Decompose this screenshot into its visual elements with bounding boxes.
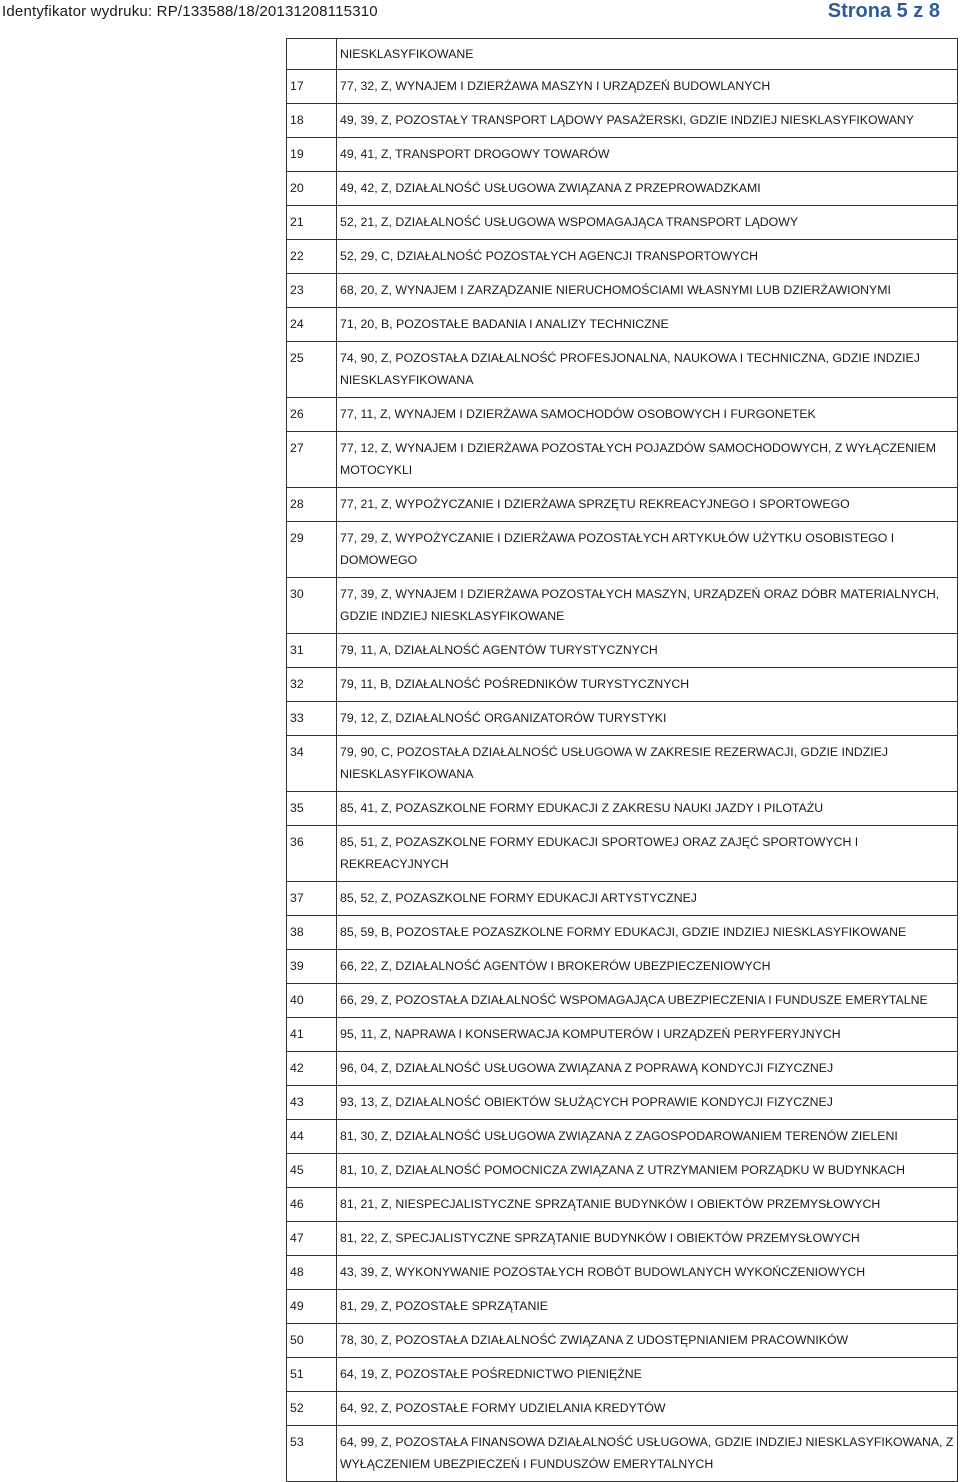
row-description: 66, 22, Z, DZIAŁALNOŚĆ AGENTÓW I BROKERÓW UBEZPIECZENIOWYCH [337,950,958,984]
table-row [287,1324,958,1358]
row-number: 33 [287,702,337,736]
table-row [287,1256,958,1290]
row-description: 77, 32, Z, WYNAJEM I DZIERŻAWA MASZYN I URZĄDZEŃ BUDOWLANYCH [337,70,958,104]
table-row [287,342,958,398]
row-description: 81, 22, Z, SPECJALISTYCZNE SPRZĄTANIE BUDYNKÓW I OBIEKTÓW PRZEMYSŁOWYCH [337,1222,958,1256]
table-row [287,1018,958,1052]
row-number: 50 [287,1324,337,1358]
table-row [287,882,958,916]
row-number: 30 [287,578,337,634]
row-description: 64, 19, Z, POZOSTAŁE POŚREDNICTWO PIENIĘŻNE [337,1358,958,1392]
table-row [287,792,958,826]
table-row [287,70,958,104]
row-description: NIESKLASYFIKOWANE [337,39,958,70]
table-row [287,1222,958,1256]
row-description: 96, 04, Z, DZIAŁALNOŚĆ USŁUGOWA ZWIĄZANA Z POPRAWĄ KONDYCJI FIZYCZNEJ [337,1052,958,1086]
row-description: 77, 21, Z, WYPOŻYCZANIE I DZIERŻAWA SPRZĘTU REKREACYJNEGO I SPORTOWEGO [337,488,958,522]
row-number: 32 [287,668,337,702]
table-row [287,522,958,578]
pkd-codes-body [287,39,958,1482]
row-description: 52, 29, C, DZIAŁALNOŚĆ POZOSTAŁYCH AGENCJI TRANSPORTOWYCH [337,240,958,274]
table-row [287,1188,958,1222]
row-description: 77, 12, Z, WYNAJEM I DZIERŻAWA POZOSTAŁYCH POJAZDÓW SAMOCHODOWYCH, Z WYŁĄCZENIEM MOTOCYKLI [337,432,958,488]
row-number: 51 [287,1358,337,1392]
row-description: 85, 52, Z, POZASZKOLNE FORMY EDUKACJI ARTYSTYCZNEJ [337,882,958,916]
table-row [287,1426,958,1482]
row-description: 64, 99, Z, POZOSTAŁA FINANSOWA DZIAŁALNOŚĆ USŁUGOWA, GDZIE INDZIEJ NIESKLASYFIKOWANA, Z WYŁĄCZENIEM UBEZPIECZEŃ I FUNDUSZÓW EMERYTALNYCH [337,1426,958,1482]
row-number: 29 [287,522,337,578]
row-description: 77, 11, Z, WYNAJEM I DZIERŻAWA SAMOCHODÓW OSOBOWYCH I FURGONETEK [337,398,958,432]
row-number: 34 [287,736,337,792]
table-row [287,984,958,1018]
row-number: 42 [287,1052,337,1086]
row-description: 77, 29, Z, WYPOŻYCZANIE I DZIERŻAWA POZOSTAŁYCH ARTYKUŁÓW UŻYTKU OSOBISTEGO I DOMOWEGO [337,522,958,578]
row-description: 66, 29, Z, POZOSTAŁA DZIAŁALNOŚĆ WSPOMAGAJĄCA UBEZPIECZENIA I FUNDUSZE EMERYTALNE [337,984,958,1018]
row-description: 52, 21, Z, DZIAŁALNOŚĆ USŁUGOWA WSPOMAGAJĄCA TRANSPORT LĄDOWY [337,206,958,240]
table-row [287,826,958,882]
table-row [287,1290,958,1324]
row-number: 38 [287,916,337,950]
table-row [287,736,958,792]
row-description: 85, 59, B, POZOSTAŁE POZASZKOLNE FORMY EDUKACJI, GDZIE INDZIEJ NIESKLASYFIKOWANE [337,916,958,950]
continuation-row [287,39,958,70]
page-number: Strona 5 z 8 [827,0,940,22]
row-number: 31 [287,634,337,668]
table-row [287,104,958,138]
table-row [287,1358,958,1392]
table-row [287,668,958,702]
row-number: 47 [287,1222,337,1256]
row-number: 26 [287,398,337,432]
row-description: 85, 41, Z, POZASZKOLNE FORMY EDUKACJI Z ZAKRESU NAUKI JAZDY I PILOTAŻU [337,792,958,826]
row-number [287,39,337,70]
table-row [287,702,958,736]
row-description: 85, 51, Z, POZASZKOLNE FORMY EDUKACJI SPORTOWEJ ORAZ ZAJĘĆ SPORTOWYCH I REKREACYJNYCH [337,826,958,882]
row-description: 77, 39, Z, WYNAJEM I DZIERŻAWA POZOSTAŁYCH MASZYN, URZĄDZEŃ ORAZ DÓBR MATERIALNYCH, GDZIE INDZIEJ NIESKLASYFIKOWANE [337,578,958,634]
table-row [287,240,958,274]
row-number: 18 [287,104,337,138]
row-number: 46 [287,1188,337,1222]
row-description: 49, 41, Z, TRANSPORT DROGOWY TOWARÓW [337,138,958,172]
row-number: 36 [287,826,337,882]
row-number: 19 [287,138,337,172]
table-row [287,916,958,950]
row-number: 24 [287,308,337,342]
row-description: 49, 42, Z, DZIAŁALNOŚĆ USŁUGOWA ZWIĄZANA Z PRZEPROWADZKAMI [337,172,958,206]
row-number: 27 [287,432,337,488]
row-number: 45 [287,1154,337,1188]
row-description: 81, 30, Z, DZIAŁALNOŚĆ USŁUGOWA ZWIĄZANA Z ZAGOSPODAROWANIEM TERENÓW ZIELENI [337,1120,958,1154]
table-row [287,1154,958,1188]
row-description: 78, 30, Z, POZOSTAŁA DZIAŁALNOŚĆ ZWIĄZANA Z UDOSTĘPNIANIEM PRACOWNIKÓW [337,1324,958,1358]
row-number: 49 [287,1290,337,1324]
table-row [287,206,958,240]
table-row [287,578,958,634]
row-description: 79, 90, C, POZOSTAŁA DZIAŁALNOŚĆ USŁUGOWA W ZAKRESIE REZERWACJI, GDZIE INDZIEJ NIESKLASYFIKOWANA [337,736,958,792]
row-number: 21 [287,206,337,240]
row-description: 81, 21, Z, NIESPECJALISTYCZNE SPRZĄTANIE BUDYNKÓW I OBIEKTÓW PRZEMYSŁOWYCH [337,1188,958,1222]
row-number: 35 [287,792,337,826]
table-row [287,1120,958,1154]
row-description: 95, 11, Z, NAPRAWA I KONSERWACJA KOMPUTERÓW I URZĄDZEŃ PERYFERYJNYCH [337,1018,958,1052]
row-description: 64, 92, Z, POZOSTAŁE FORMY UDZIELANIA KREDYTÓW [337,1392,958,1426]
row-number: 25 [287,342,337,398]
table-row [287,308,958,342]
row-description: 71, 20, B, POZOSTAŁE BADANIA I ANALIZY TECHNICZNE [337,308,958,342]
row-number: 43 [287,1086,337,1120]
row-number: 52 [287,1392,337,1426]
table-row [287,634,958,668]
page-header [0,0,960,26]
pkd-codes-table [286,38,958,1482]
row-number: 20 [287,172,337,206]
table-row [287,1086,958,1120]
table-row [287,488,958,522]
row-description: 81, 10, Z, DZIAŁALNOŚĆ POMOCNICZA ZWIĄZANA Z UTRZYMANIEM PORZĄDKU W BUDYNKACH [337,1154,958,1188]
row-description: 43, 39, Z, WYKONYWANIE POZOSTAŁYCH ROBÓT BUDOWLANYCH WYKOŃCZENIOWYCH [337,1256,958,1290]
row-description: 68, 20, Z, WYNAJEM I ZARZĄDZANIE NIERUCHOMOŚCIAMI WŁASNYMI LUB DZIERŻAWIONYMI [337,274,958,308]
row-description: 49, 39, Z, POZOSTAŁY TRANSPORT LĄDOWY PASAŻERSKI, GDZIE INDZIEJ NIESKLASYFIKOWANY [337,104,958,138]
row-number: 28 [287,488,337,522]
table-row [287,274,958,308]
table-row [287,398,958,432]
row-description: 81, 29, Z, POZOSTAŁE SPRZĄTANIE [337,1290,958,1324]
row-description: 74, 90, Z, POZOSTAŁA DZIAŁALNOŚĆ PROFESJONALNA, NAUKOWA I TECHNICZNA, GDZIE INDZIEJ NIESKLASYFIKOWANA [337,342,958,398]
row-number: 23 [287,274,337,308]
row-number: 17 [287,70,337,104]
row-description: 79, 12, Z, DZIAŁALNOŚĆ ORGANIZATORÓW TURYSTYKI [337,702,958,736]
row-number: 44 [287,1120,337,1154]
row-description: 79, 11, B, DZIAŁALNOŚĆ POŚREDNIKÓW TURYSTYCZNYCH [337,668,958,702]
row-number: 40 [287,984,337,1018]
row-number: 41 [287,1018,337,1052]
table-row [287,1392,958,1426]
table-row [287,950,958,984]
print-identifier: Identyfikator wydruku: RP/133588/18/20131208115310 [2,3,378,20]
row-number: 22 [287,240,337,274]
table-row [287,1052,958,1086]
row-description: 93, 13, Z, DZIAŁALNOŚĆ OBIEKTÓW SŁUŻĄCYCH POPRAWIE KONDYCJI FIZYCZNEJ [337,1086,958,1120]
table-row [287,172,958,206]
row-description: 79, 11, A, DZIAŁALNOŚĆ AGENTÓW TURYSTYCZNYCH [337,634,958,668]
row-number: 37 [287,882,337,916]
table-row [287,138,958,172]
row-number: 48 [287,1256,337,1290]
table-row [287,432,958,488]
row-number: 39 [287,950,337,984]
row-number: 53 [287,1426,337,1482]
